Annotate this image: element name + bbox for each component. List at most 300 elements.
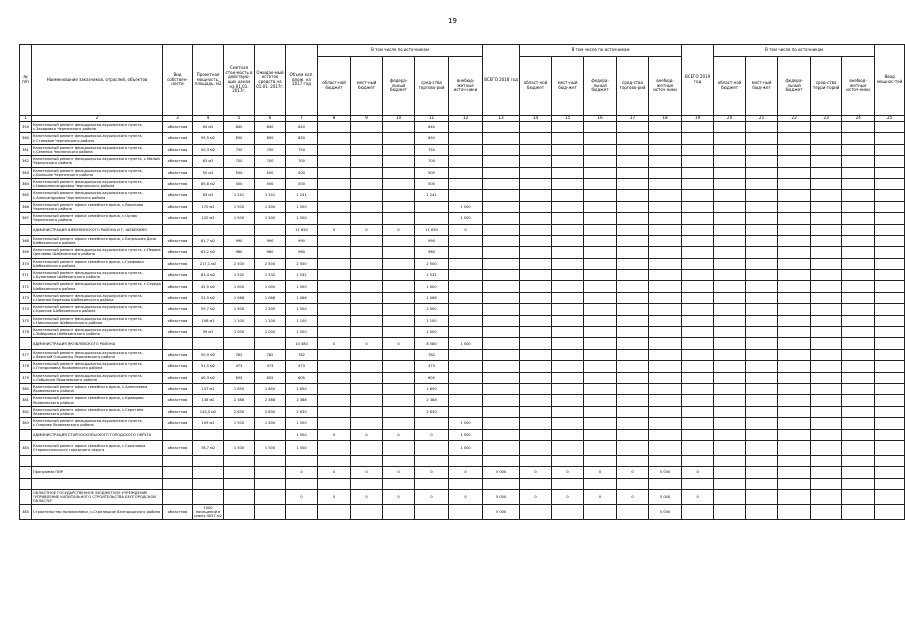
source-regional xyxy=(318,133,351,144)
object-name: Капитальный ремонт фельдшерско-акушерского пункта, с.Верхний Ольшанец Яковлевского района xyxy=(32,349,163,360)
expected-remain: 500 xyxy=(255,178,286,189)
empty-cell xyxy=(163,455,193,466)
empty-cell xyxy=(552,122,584,133)
source-regional xyxy=(318,235,351,246)
empty-cell xyxy=(875,395,905,406)
empty-cell xyxy=(778,235,811,246)
header-volume-2017: Объем кап. влож. на 2017 год xyxy=(286,45,318,116)
volume-2017: 1 650 xyxy=(286,383,318,394)
empty-cell xyxy=(584,406,617,417)
empty-cell xyxy=(875,338,905,349)
empty-cell xyxy=(875,406,905,417)
source-territory: 850 xyxy=(415,133,449,144)
empty-cell xyxy=(584,190,617,201)
empty-cell xyxy=(682,304,714,315)
source-regional: 0 xyxy=(318,224,351,235)
table-row xyxy=(20,327,905,338)
empty-cell xyxy=(483,478,520,489)
table-row xyxy=(20,406,905,417)
source-territory: 1 650 xyxy=(415,383,449,394)
empty-cell xyxy=(746,455,778,466)
empty-cell xyxy=(617,349,649,360)
empty-cell xyxy=(682,372,714,383)
ownership-type: областная xyxy=(163,372,193,383)
empty-cell xyxy=(584,270,617,281)
capacity: 42,5 м2 xyxy=(193,281,224,292)
empty-cell xyxy=(778,338,811,349)
empty-cell xyxy=(746,247,778,258)
header-total-2018: ВСЕГО 2018 год xyxy=(483,45,520,116)
source-federal xyxy=(383,201,415,212)
empty-cell xyxy=(714,440,746,455)
source-offbudget xyxy=(449,235,483,246)
empty-cell xyxy=(520,395,552,406)
empty-cell xyxy=(875,201,905,212)
row-number: 372 xyxy=(20,281,32,292)
empty-cell xyxy=(811,281,842,292)
empty-cell xyxy=(811,418,842,429)
header-source: област-ной бюджет xyxy=(318,57,351,116)
header-capacity: Проектная мощность, площадь, м2 xyxy=(193,45,224,116)
empty-cell xyxy=(842,258,875,269)
empty-cell xyxy=(746,467,778,478)
empty-cell xyxy=(449,478,483,489)
empty-cell xyxy=(778,429,811,440)
object-name: Капитальный ремонт фельдшерско-акушерского пункта, с.Становое Чернянского района xyxy=(32,133,163,144)
empty-cell xyxy=(552,258,584,269)
object-name: Капитальный ремонт фельдшерско-акушерского пункта, с.Сабынино Яковлевского района xyxy=(32,372,163,383)
empty-cell xyxy=(811,133,842,144)
source-offbudget xyxy=(449,361,483,372)
empty-cell xyxy=(778,270,811,281)
ownership-type xyxy=(163,224,193,235)
capacity: 52,5 м2 xyxy=(193,292,224,303)
section-title: АДМИНИСТРАЦИЯ ЯКОВЛЕВСКОГО РАЙОНА xyxy=(32,338,163,349)
source-federal xyxy=(383,304,415,315)
volume-2017: 1 500 xyxy=(286,440,318,455)
empty-cell xyxy=(811,429,842,440)
empty-cell xyxy=(682,213,714,224)
row-number: 363 xyxy=(20,167,32,178)
total-2019: 0 xyxy=(682,490,714,505)
capacity: 64 м2 xyxy=(193,122,224,133)
source-local xyxy=(351,144,383,155)
empty-cell xyxy=(746,178,778,189)
volume-2017: 2 500 xyxy=(286,258,318,269)
row-number: 367 xyxy=(20,213,32,224)
column-number: 12 xyxy=(449,116,483,122)
volume-2017: 500 xyxy=(286,178,318,189)
empty-cell xyxy=(649,327,682,338)
source-territory: 1 000 xyxy=(415,327,449,338)
object-name: Капитальный ремонт офиса семейного врача, с.Соколовка Старооскольского городского округа xyxy=(32,440,163,455)
capacity: 83,4 м2 xyxy=(193,270,224,281)
source-federal: 0 xyxy=(383,467,415,478)
empty-cell xyxy=(552,440,584,455)
row-number: 361 xyxy=(20,144,32,155)
empty-cell xyxy=(714,258,746,269)
source-local: 0 xyxy=(351,467,383,478)
empty-cell xyxy=(415,505,449,520)
table-row xyxy=(20,315,905,326)
empty-cell xyxy=(163,490,193,505)
total-2018: 5 000 xyxy=(483,505,520,520)
empty-cell xyxy=(649,270,682,281)
column-number: 23 xyxy=(811,116,842,122)
empty-cell xyxy=(811,270,842,281)
empty-cell xyxy=(584,258,617,269)
volume-2017: 782 xyxy=(286,349,318,360)
estimate-cost xyxy=(224,338,255,349)
empty-cell xyxy=(520,406,552,417)
volume-2017: 605 xyxy=(286,372,318,383)
empty-cell xyxy=(483,406,520,417)
column-number: 14 xyxy=(520,116,552,122)
empty-cell xyxy=(584,281,617,292)
capacity: 143,5 м2 xyxy=(193,406,224,417)
source-territory: 0 xyxy=(415,429,449,440)
header-source-2018: внебюд-жетные источ-ники xyxy=(649,57,682,116)
ownership-type: областная xyxy=(163,406,193,417)
source-federal xyxy=(383,395,415,406)
empty-cell xyxy=(778,224,811,235)
empty-cell xyxy=(875,418,905,429)
column-number: 10 xyxy=(383,116,415,122)
source-territory: 500 xyxy=(415,167,449,178)
volume-2017: 1 000 xyxy=(286,327,318,338)
empty-cell xyxy=(20,467,32,478)
empty-cell xyxy=(520,440,552,455)
source-federal xyxy=(383,190,415,201)
empty-cell xyxy=(875,327,905,338)
empty-cell xyxy=(483,133,520,144)
empty-cell xyxy=(714,247,746,258)
expected-remain: 960 xyxy=(255,247,286,258)
table-row xyxy=(20,235,905,246)
empty-cell xyxy=(746,478,778,489)
empty-cell xyxy=(682,258,714,269)
estimate-cost: 1 500 xyxy=(224,418,255,429)
empty-cell xyxy=(778,201,811,212)
estimate-cost: 2 500 xyxy=(224,258,255,269)
empty-cell xyxy=(811,122,842,133)
empty-cell xyxy=(778,122,811,133)
table-row xyxy=(20,440,905,455)
empty-cell xyxy=(383,455,415,466)
object-name: Капитальный ремонт фельдшерско-акушерского пункта, с.Середа Шебекинского района xyxy=(33,282,161,291)
column-number: 18 xyxy=(649,116,682,122)
source-federal xyxy=(383,133,415,144)
header-source: сред-ства торгово-рий xyxy=(415,57,449,116)
empty-cell xyxy=(714,478,746,489)
empty-cell xyxy=(778,467,811,478)
empty-cell xyxy=(520,455,552,466)
row-number xyxy=(20,224,32,235)
empty-cell xyxy=(351,455,383,466)
empty-cell xyxy=(875,304,905,315)
estimate-cost: 990 xyxy=(224,235,255,246)
ownership-type: областная xyxy=(163,201,193,212)
empty-cell xyxy=(842,281,875,292)
empty-cell xyxy=(255,505,286,520)
column-number: 4 xyxy=(193,116,224,122)
empty-cell xyxy=(552,361,584,372)
empty-cell xyxy=(746,406,778,417)
empty-cell xyxy=(584,201,617,212)
expected-remain: 1 500 xyxy=(255,213,286,224)
expected-remain: 605 xyxy=(255,372,286,383)
empty-cell xyxy=(842,383,875,394)
empty-cell xyxy=(584,144,617,155)
volume-2017: 1 100 xyxy=(286,315,318,326)
section-row xyxy=(20,224,905,235)
capacity: 217,1 м2 xyxy=(193,258,224,269)
source-offbudget xyxy=(449,292,483,303)
source-local xyxy=(351,156,383,167)
row-number: 375 xyxy=(20,315,32,326)
empty-cell xyxy=(875,224,905,235)
table-row xyxy=(20,349,905,360)
empty-cell xyxy=(193,467,224,478)
empty-cell xyxy=(649,213,682,224)
row-number: 384 xyxy=(20,440,32,455)
empty-cell xyxy=(552,418,584,429)
row-number: 378 xyxy=(20,361,32,372)
empty-cell xyxy=(842,178,875,189)
empty-cell xyxy=(811,338,842,349)
expected-remain: 500 xyxy=(255,167,286,178)
empty-cell xyxy=(520,429,552,440)
source-regional xyxy=(318,201,351,212)
expected-remain: 2 388 xyxy=(255,395,286,406)
empty-cell xyxy=(617,178,649,189)
empty-cell xyxy=(617,292,649,303)
column-number: 21 xyxy=(746,116,778,122)
empty-cell xyxy=(682,478,714,489)
source-regional xyxy=(318,178,351,189)
source-territory: 605 xyxy=(415,372,449,383)
header-group-2018: В том числе по источникам xyxy=(520,45,682,57)
empty-cell xyxy=(778,133,811,144)
empty-cell xyxy=(32,455,163,466)
source-regional xyxy=(318,144,351,155)
empty-cell xyxy=(714,122,746,133)
empty-cell xyxy=(483,315,520,326)
empty-cell xyxy=(811,178,842,189)
source-local xyxy=(351,361,383,372)
column-number: 15 xyxy=(552,116,584,122)
empty-cell xyxy=(552,201,584,212)
column-number: 24 xyxy=(842,116,875,122)
object-name: Капитальный ремонт фельдшерско-акушерского пункта, с.Новоалександровка Чернянского района xyxy=(32,178,163,189)
empty-cell xyxy=(617,338,649,349)
empty-cell xyxy=(483,201,520,212)
empty-cell xyxy=(255,478,286,489)
source-offbudget: 1 500 xyxy=(449,213,483,224)
source-local xyxy=(351,315,383,326)
empty-cell xyxy=(842,235,875,246)
empty-cell xyxy=(875,156,905,167)
empty-cell xyxy=(649,406,682,417)
empty-cell xyxy=(649,144,682,155)
source-territory: 782 xyxy=(415,349,449,360)
source-offbudget xyxy=(449,281,483,292)
empty-cell xyxy=(842,418,875,429)
expected-remain: 1 650 xyxy=(255,383,286,394)
empty-cell xyxy=(520,292,552,303)
ownership-type: областная xyxy=(163,440,193,455)
row-number: 370 xyxy=(20,258,32,269)
source-local: 0 xyxy=(351,224,383,235)
source-local xyxy=(351,201,383,212)
empty-cell xyxy=(875,281,905,292)
estimate-cost: 1 500 xyxy=(224,304,255,315)
empty-cell xyxy=(811,292,842,303)
ownership-type: областная xyxy=(163,167,193,178)
empty-cell xyxy=(842,167,875,178)
ownership-type: областная xyxy=(163,144,193,155)
empty-cell xyxy=(714,270,746,281)
empty-cell xyxy=(778,213,811,224)
empty-cell xyxy=(483,270,520,281)
empty-cell xyxy=(811,490,842,505)
spacer-row xyxy=(20,478,905,489)
estimate-cost: 1 000 xyxy=(224,281,255,292)
total-2018: 5 000 xyxy=(483,467,520,478)
source-local: 0 xyxy=(351,429,383,440)
empty-cell xyxy=(746,505,778,520)
investment-table xyxy=(19,44,905,520)
empty-cell xyxy=(778,418,811,429)
empty-cell xyxy=(520,258,552,269)
object-name: Капитальный ремонт фельдшерско-акушерского пункта, с.Нижнее Березово Шебекинского района xyxy=(32,292,163,303)
object-name: Капитальный ремонт офиса семейного врача, с.Волоково Чернянского района xyxy=(32,201,163,212)
empty-cell xyxy=(617,190,649,201)
empty-cell xyxy=(552,144,584,155)
empty-cell xyxy=(778,505,811,520)
empty-cell xyxy=(483,383,520,394)
capacity: 40,3 м2 xyxy=(193,372,224,383)
empty-cell xyxy=(682,505,714,520)
empty-cell xyxy=(483,213,520,224)
empty-cell xyxy=(520,372,552,383)
empty-cell xyxy=(584,455,617,466)
object-name: Капитальный ремонт фельдшерско-акушерского пункта, с.Семенка Чернянского района xyxy=(32,144,163,155)
empty-cell xyxy=(778,315,811,326)
empty-cell xyxy=(811,467,842,478)
empty-cell xyxy=(746,304,778,315)
volume-2017: 1 000 xyxy=(286,281,318,292)
empty-cell xyxy=(415,478,449,489)
empty-cell xyxy=(714,213,746,224)
expected-remain: 1 000 xyxy=(255,327,286,338)
empty-cell xyxy=(875,178,905,189)
empty-cell xyxy=(20,490,32,505)
empty-cell xyxy=(811,383,842,394)
empty-cell xyxy=(617,440,649,455)
empty-cell xyxy=(714,133,746,144)
empty-cell xyxy=(842,490,875,505)
empty-cell xyxy=(842,247,875,258)
empty-cell xyxy=(714,315,746,326)
empty-cell xyxy=(351,505,383,520)
empty-cell xyxy=(520,213,552,224)
empty-cell xyxy=(746,361,778,372)
empty-cell xyxy=(649,247,682,258)
object-name: Капитальный ремонт офиса семейного врача, с.Кривцово Яковлевского района xyxy=(32,395,163,406)
empty-cell xyxy=(552,292,584,303)
empty-cell xyxy=(842,270,875,281)
source-federal xyxy=(383,270,415,281)
column-number: 17 xyxy=(617,116,649,122)
source-local xyxy=(351,383,383,394)
source-federal xyxy=(383,440,415,455)
empty-cell xyxy=(617,478,649,489)
estimate-cost: 2 630 xyxy=(224,406,255,417)
empty-cell xyxy=(520,133,552,144)
source-territory: 2 630 xyxy=(415,406,449,417)
source-offbudget xyxy=(449,383,483,394)
column-number: 11 xyxy=(415,116,449,122)
capacity: 95,5 м2 xyxy=(193,133,224,144)
empty-cell xyxy=(649,258,682,269)
source-regional: 0 xyxy=(318,490,351,505)
empty-cell xyxy=(552,133,584,144)
source-local xyxy=(351,178,383,189)
section-row xyxy=(20,429,905,440)
ownership-type: областная xyxy=(163,247,193,258)
empty-cell xyxy=(811,213,842,224)
empty-cell xyxy=(224,490,255,505)
empty-cell xyxy=(483,247,520,258)
empty-cell xyxy=(383,478,415,489)
empty-cell xyxy=(746,395,778,406)
empty-cell xyxy=(778,156,811,167)
empty-cell xyxy=(746,190,778,201)
empty-cell xyxy=(552,349,584,360)
empty-cell xyxy=(682,144,714,155)
empty-cell xyxy=(714,349,746,360)
estimate-cost: 1 500 xyxy=(224,201,255,212)
source-local xyxy=(351,167,383,178)
capacity xyxy=(193,338,224,349)
source-territory: 2 388 xyxy=(415,395,449,406)
empty-cell xyxy=(617,383,649,394)
estimate-cost: 1 532 xyxy=(224,270,255,281)
source-2018: 0 xyxy=(584,490,617,505)
empty-cell xyxy=(520,418,552,429)
empty-cell xyxy=(875,372,905,383)
source-territory xyxy=(415,418,449,429)
column-number: 9 xyxy=(351,116,383,122)
ownership-type: областная xyxy=(163,505,193,520)
empty-cell xyxy=(617,156,649,167)
empty-cell xyxy=(875,315,905,326)
object-name: Капитальный ремонт фельдшерско-акушерского пункта, с.Зиборовка Шебекинского района xyxy=(32,327,163,338)
empty-cell xyxy=(20,478,32,489)
empty-cell xyxy=(746,281,778,292)
table-row xyxy=(20,258,905,269)
object-name: Капитальный ремонт офиса семейного врача, с.Батрацкая Дача Шебекинского района xyxy=(32,235,163,246)
empty-cell xyxy=(584,440,617,455)
source-federal xyxy=(383,406,415,417)
empty-cell xyxy=(520,167,552,178)
source-2018: 5 000 xyxy=(649,467,682,478)
source-territory xyxy=(415,213,449,224)
row-number: 379 xyxy=(20,372,32,383)
capacity: 85,8 м2 xyxy=(193,178,224,189)
source-federal xyxy=(383,418,415,429)
